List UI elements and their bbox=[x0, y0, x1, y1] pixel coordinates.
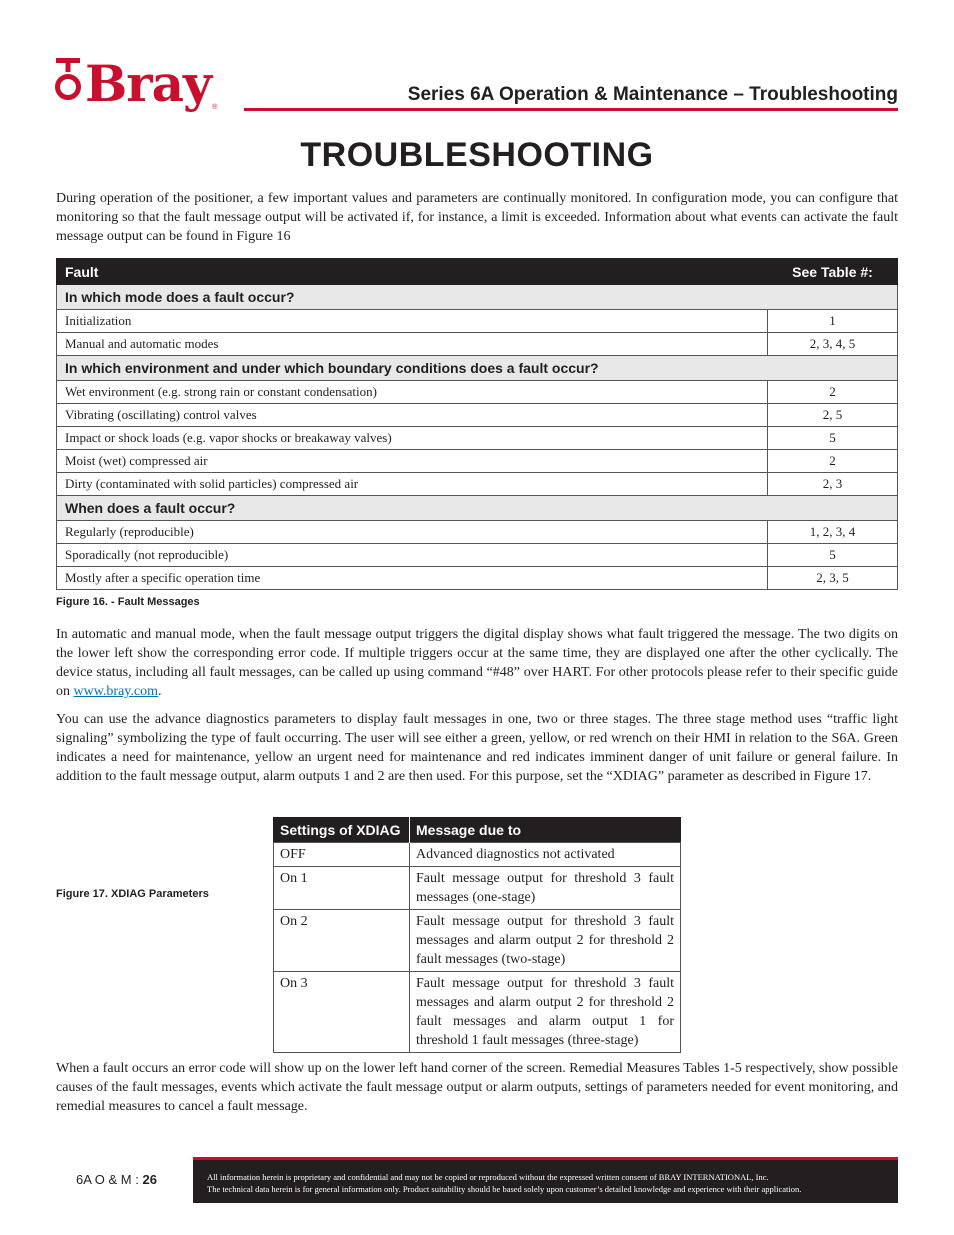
fault-table-ref: 5 bbox=[768, 544, 898, 567]
figure17-caption: Figure 17. XDIAG Parameters bbox=[56, 888, 209, 900]
table-row bbox=[274, 972, 681, 1053]
fault-label: Moist (wet) compressed air bbox=[57, 450, 768, 473]
bray-logo bbox=[55, 56, 217, 116]
paragraph-fault-display bbox=[56, 625, 898, 701]
page-title: TROUBLESHOOTING bbox=[300, 136, 654, 174]
table-row bbox=[274, 867, 681, 910]
fault-label: Vibrating (oscillating) control valves bbox=[57, 404, 768, 427]
xdiag-setting: On 2 bbox=[274, 910, 410, 972]
fault-table-ref: 1, 2, 3, 4 bbox=[768, 521, 898, 544]
fault-table-ref: 2, 3, 5 bbox=[768, 567, 898, 590]
fault-table-ref: 2, 3 bbox=[768, 473, 898, 496]
footer-disclaimer bbox=[193, 1157, 898, 1203]
xdiag-message: Fault message output for threshold 3 fault messages (one-stage) bbox=[410, 867, 681, 910]
section-title: When does a fault occur? bbox=[57, 496, 898, 521]
fault-table-ref: 2, 3, 4, 5 bbox=[768, 333, 898, 356]
paragraph-advanced-diagnostics: You can use the advance diagnostics parameters to display fault messages in one, two or three stages. The three stage method uses “traffic light signaling” symbolizing the type of fault occurring. The user will see either a green, yellow, or red wrench on their HMI in relation to the S6A. Green indicates a need for maintenance, yellow an urgent need for maintenance and red indicates imminent danger of unit failure or general failure. In addition to the fault message output, alarm outputs 1 and 2 are then used. For this purpose, set the “XDIAG” parameter as described in Figure 17. bbox=[56, 712, 898, 784]
xdiag-message: Fault message output for threshold 3 fault messages and alarm output 2 for threshold 2 fault messages and alarm output 1 for threshold 1 fault messages (three-stage) bbox=[410, 972, 681, 1053]
xdiag-message: Advanced diagnostics not activated bbox=[410, 843, 681, 867]
fault-table-ref: 2 bbox=[768, 450, 898, 473]
fault-label: Mostly after a specific operation time bbox=[57, 567, 768, 590]
fault-label: Manual and automatic modes bbox=[57, 333, 768, 356]
table-row bbox=[274, 843, 681, 867]
table-row bbox=[57, 450, 898, 473]
table-header-row bbox=[274, 818, 681, 843]
brand-name: Bray bbox=[85, 54, 212, 113]
xdiag-message: Fault message output for threshold 3 fault messages and alarm output 2 for threshold 2 fault messages (two-stage) bbox=[410, 910, 681, 972]
fault-label: Sporadically (not reproducible) bbox=[57, 544, 768, 567]
col-settings-header: Settings of XDIAG bbox=[274, 818, 410, 843]
table-row bbox=[57, 381, 898, 404]
paragraph-fault-display-end: . bbox=[158, 684, 162, 699]
table-row bbox=[57, 521, 898, 544]
page-number: 26 bbox=[142, 1172, 157, 1187]
fault-messages-table bbox=[56, 258, 898, 590]
footer-page-number bbox=[76, 1172, 157, 1187]
table-row bbox=[57, 567, 898, 590]
xdiag-setting: On 3 bbox=[274, 972, 410, 1053]
table-row bbox=[57, 427, 898, 450]
fault-label: Wet environment (e.g. strong rain or constant condensation) bbox=[57, 381, 768, 404]
col-message-header: Message due to bbox=[410, 818, 681, 843]
registered-mark: ® bbox=[212, 104, 218, 111]
xdiag-setting: OFF bbox=[274, 843, 410, 867]
fault-label: Regularly (reproducible) bbox=[57, 521, 768, 544]
fault-table-ref: 5 bbox=[768, 427, 898, 450]
table-row bbox=[57, 404, 898, 427]
section-title: In which mode does a fault occur? bbox=[57, 285, 898, 310]
fault-label: Impact or shock loads (e.g. vapor shocks or breakaway valves) bbox=[57, 427, 768, 450]
paragraph-fault-display-text: In automatic and manual mode, when the fault message output triggers the digital display shows what fault triggered the message. The two digits on the lower left show the corresponding error code. If multiple triggers occur at the same time, they are displayed one after the other cyclically. The device status, including all fault messages, can be called up using command “#48” over HART. For other protocols please refer to their specific guide on bbox=[56, 627, 898, 699]
col-see-table-header: See Table #: bbox=[768, 259, 898, 285]
header-rule bbox=[244, 108, 898, 111]
header-title: Series 6A Operation & Maintenance – Troubleshooting bbox=[407, 84, 898, 105]
section-row bbox=[57, 285, 898, 310]
intro-paragraph: During operation of the positioner, a few important values and parameters are continually monitored. In configuration mode, you can configure that monitoring so that the fault message output will be activated if, for instance, a limit is exceeded. Information about what events can activate the fault message output can be found in Figure 16 bbox=[56, 191, 898, 244]
table-row bbox=[57, 333, 898, 356]
footer-line-2: The technical data herein is for general information only. Product suitability should be based solely upon customer’s detailed knowledge and experience with their application. bbox=[207, 1184, 802, 1194]
section-title: In which environment and under which boundary conditions does a fault occur? bbox=[57, 356, 898, 381]
footer-line-1: All information herein is proprietary and confidential and may not be copied or reproduced without the expressed written consent of BRAY INTERNATIONAL, Inc. bbox=[207, 1172, 769, 1182]
section-row bbox=[57, 356, 898, 381]
table-row bbox=[274, 910, 681, 972]
table-row bbox=[57, 310, 898, 333]
bray-logo-icon bbox=[55, 56, 81, 102]
fault-label: Initialization bbox=[57, 310, 768, 333]
footer-doc-label: 6A O & M : bbox=[76, 1172, 143, 1187]
fault-table-ref: 2, 5 bbox=[768, 404, 898, 427]
fault-label: Dirty (contaminated with solid particles) compressed air bbox=[57, 473, 768, 496]
xdiag-parameters-table bbox=[273, 817, 681, 1053]
figure16-caption: Figure 16. - Fault Messages bbox=[56, 596, 200, 608]
table-row bbox=[57, 473, 898, 496]
fault-table-ref: 1 bbox=[768, 310, 898, 333]
xdiag-setting: On 1 bbox=[274, 867, 410, 910]
fault-table-ref: 2 bbox=[768, 381, 898, 404]
paragraph-error-code: When a fault occurs an error code will show up on the lower left hand corner of the screen. Remedial Measures Tables 1-5 respectively, show possible causes of the fault messages, events which activate the fault message output or alarm outputs, settings of parameters needed for event monitoring, and remedial measures to cancel a fault message. bbox=[56, 1061, 898, 1114]
table-header-row bbox=[57, 259, 898, 285]
table-row bbox=[57, 544, 898, 567]
col-fault-header: Fault bbox=[57, 259, 768, 285]
bray-website-link[interactable]: www.bray.com bbox=[73, 684, 158, 699]
section-row bbox=[57, 496, 898, 521]
